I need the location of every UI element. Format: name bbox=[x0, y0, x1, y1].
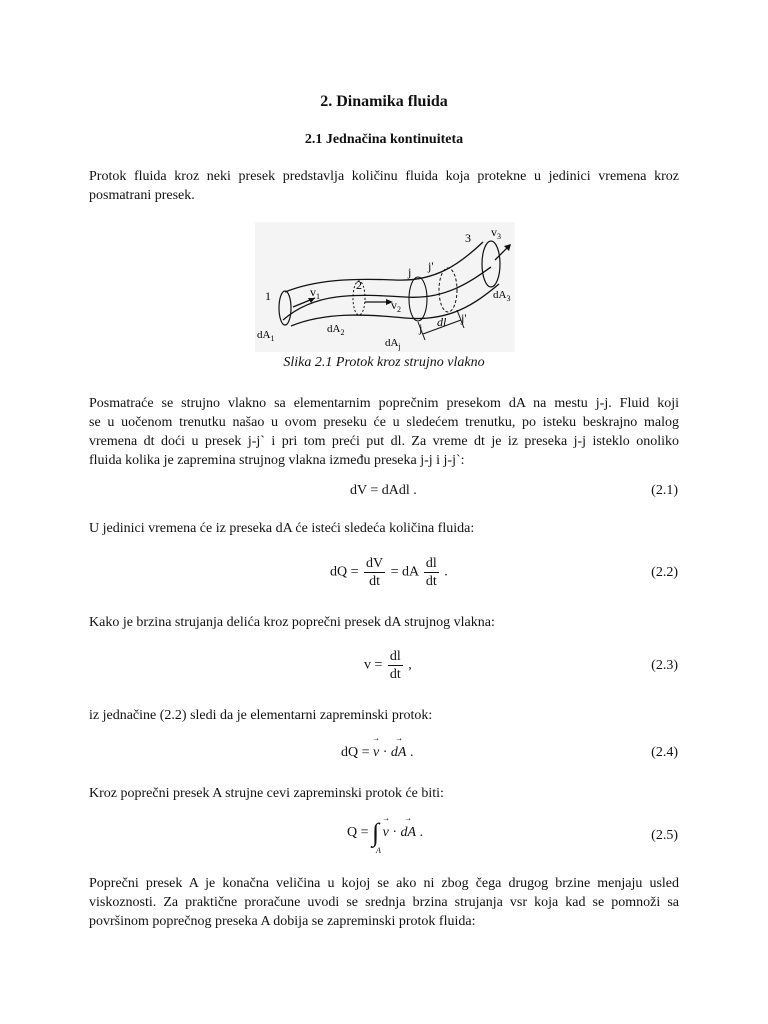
figure-caption: Slika 2.1 Protok kroz strujno vlakno bbox=[283, 355, 485, 370]
eq2-f2-denominator: dt bbox=[425, 574, 437, 589]
equation-2-3 bbox=[364, 648, 412, 683]
label-j-top: j bbox=[408, 265, 412, 279]
equation-2-5 bbox=[347, 820, 423, 846]
para1-line-3: vremena dt doći u presek j-j` i pri tom preći put dl. Za vreme dt je iz preseka j-j isteklo onoliko bbox=[89, 434, 679, 449]
label-2: 2 bbox=[356, 278, 362, 292]
eq2-lhs: dQ = bbox=[330, 564, 359, 580]
para1-line-1: Posmatraće se strujno vlakno sa elementarnim poprečnim presekom dA na mestu j-j. Fluid koji bbox=[89, 396, 679, 411]
eq4-velocity-vector: → v bbox=[373, 745, 379, 761]
para6-line-3: površinom poprečnog preseka A dobija se zapreminski protok fluida: bbox=[89, 914, 476, 929]
label-j-bottom: j bbox=[419, 321, 423, 335]
figure-background bbox=[255, 222, 515, 352]
section-title: 2.1 Jednačina kontinuiteta bbox=[304, 132, 464, 147]
eq5-integral-subscript: A bbox=[376, 846, 381, 855]
para2-line: U jedinici vremena će iz preseka dA će isteći sledeća količina fluida: bbox=[89, 521, 475, 536]
label-1: 1 bbox=[265, 289, 271, 303]
eq4-end: . bbox=[409, 745, 414, 760]
eq5-integral-sign: ∫ bbox=[372, 818, 380, 847]
paragraph-4 bbox=[89, 706, 679, 725]
eq3-denominator: dt bbox=[389, 667, 401, 682]
label-3: 3 bbox=[465, 231, 471, 245]
eq2-f2-numerator: dl bbox=[425, 556, 437, 571]
paragraph-3 bbox=[89, 613, 679, 632]
equation-number-2-2: (2.2) bbox=[651, 565, 678, 580]
eq3-end: , bbox=[408, 657, 412, 673]
eq2-fraction-1 bbox=[364, 555, 385, 590]
label-jp-top: j' bbox=[428, 259, 434, 273]
para5-line: Kroz poprečni presek A strujne cevi zapreminski protok će biti: bbox=[89, 786, 444, 801]
para3-line: Kako je brzina strujanja delića kroz poprečni presek dA strujnog vlakna: bbox=[89, 615, 495, 630]
eq2-f1-numerator: dV bbox=[366, 556, 384, 571]
eq2-end: . bbox=[444, 564, 448, 580]
paragraph-2 bbox=[89, 519, 679, 538]
eq5-velocity-vector: → v bbox=[383, 825, 389, 841]
label-dA1: $dA_1$ bbox=[257, 329, 275, 343]
para6-line-2: viskoznosti. Za praktične proračune uvodi se srednja brzina strujanja vsr koja kad se pomnoži sa bbox=[89, 895, 679, 910]
equation-2-2 bbox=[330, 555, 448, 590]
eq3-lhs: v = bbox=[364, 657, 383, 673]
eq4-dot: · bbox=[382, 745, 388, 760]
intro-paragraph bbox=[89, 167, 679, 205]
intro-line-2: posmatrani presek. bbox=[89, 188, 195, 203]
label-v1: $v_1$ bbox=[310, 285, 320, 301]
equation-number-2-3: (2.3) bbox=[651, 658, 678, 673]
eq4-area-vector: → dA bbox=[391, 745, 407, 761]
equation-number-2-4: (2.4) bbox=[651, 745, 678, 760]
paragraph-6 bbox=[89, 874, 679, 931]
label-v2: $v_2$ bbox=[391, 298, 401, 314]
eq3-fraction bbox=[388, 648, 403, 683]
label-v3: $v_3$ bbox=[491, 225, 501, 241]
equation-number-2-1: (2.1) bbox=[651, 483, 678, 498]
para4-line: iz jednačine (2.2) sledi da je elementarni zapreminski protok: bbox=[89, 708, 433, 723]
stream-tube-figure bbox=[255, 222, 515, 352]
label-dA2: $dA_2$ bbox=[327, 323, 345, 337]
eq4-lhs: dQ = bbox=[341, 745, 370, 760]
label-dAj: $dA_j$ bbox=[385, 337, 401, 351]
para1-line-2: se u uočenom trenutku našao u ovom preseku će u sledećem trenutku, po isteku beskrajno malog bbox=[89, 415, 679, 430]
eq2-fraction-2 bbox=[424, 555, 439, 590]
eq5-dot: · bbox=[392, 825, 398, 841]
equation-number-2-5: (2.5) bbox=[651, 828, 678, 843]
label-jp-bottom: j' bbox=[461, 311, 467, 325]
equation-2-1: dV = dAdl . bbox=[350, 483, 417, 498]
para1-line-4: fluida kolika je zapremina strujnog vlakna između preseka j-j i j-j`: bbox=[89, 453, 465, 468]
para6-line-1: Poprečni presek A je konačna veličina u kojoj se ako ni zbog čega drugog brzine menjaju usled bbox=[89, 876, 679, 891]
equation-2-4 bbox=[341, 745, 413, 761]
label-dl: dl bbox=[437, 315, 447, 329]
eq5-area-vector: → dA bbox=[401, 825, 417, 841]
label-dA3: $dA_3$ bbox=[493, 289, 511, 303]
eq5-end: . bbox=[419, 825, 424, 841]
paragraph-5 bbox=[89, 784, 679, 803]
eq2-mid: = dA bbox=[390, 564, 419, 580]
eq3-numerator: dl bbox=[389, 649, 401, 664]
eq5-lhs: Q = bbox=[347, 825, 369, 841]
intro-line-1: Protok fluida kroz neki presek predstavlja količinu fluida koja protekne u jedinici vremena kroz bbox=[89, 169, 679, 184]
paragraph-1 bbox=[89, 394, 679, 470]
page-title: 2. Dinamika fluida bbox=[320, 93, 448, 110]
eq2-f1-denominator: dt bbox=[369, 574, 381, 589]
